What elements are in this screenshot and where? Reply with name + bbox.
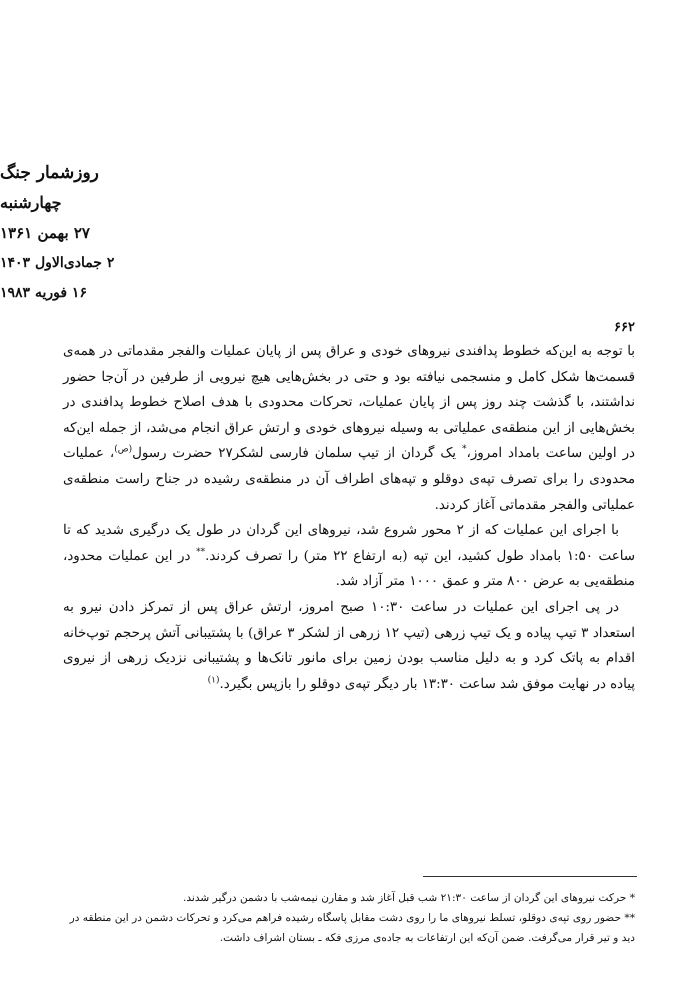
paragraph-1-part-c: ، عملیات محدودی را برای تصرف تپه‌ی دوقلو و تپه‌های اطراف آن در منطقه‌ی رشیده در جناح راست منطقه‌ی عملیاتی والفجر مقدماتی آغاز کردند. bbox=[63, 446, 635, 513]
honorific-mark: (ص) bbox=[114, 444, 133, 455]
page-number: ۶۶۲ bbox=[614, 320, 635, 335]
footnotes bbox=[63, 888, 635, 948]
paragraph-2 bbox=[63, 518, 635, 595]
paragraph-3 bbox=[63, 595, 635, 697]
main-text bbox=[63, 317, 635, 697]
date-solar: ۲۷ بهمن ۱۳۶۱ bbox=[0, 224, 90, 242]
paragraph-2-part-a: با اجرای این عملیات که از ۲ محور شروع شد، نیروهای این گردان در طول یک درگیری شدید که تا ساعت ۱:۵۰ بامداد طول کشید، این تپه (به ارتفاع ۲۲ متر) را تصرف کردند. bbox=[63, 523, 635, 564]
footnote-marker-1: * bbox=[462, 444, 467, 455]
footnote-1: * حرکت نیروهای این گردان از ساعت ۲۱:۳۰ شب قبل آغاز شد و مقارن نیمه‌شب با دشمن درگیر شدند. bbox=[183, 892, 635, 904]
paragraph-3-text: در پی اجرای این عملیات در ساعت ۱۰:۳۰ صبح امروز، ارتش عراق پس از تمرکز دادن نیرو به استعداد ۳ تیپ پیاده و یک تیپ زرهی (تیپ ۱۲ زرهی از لشکر ۳ عراق) با پشتیبانی آتش پرحجم توپ‌خانه اقدام به پاتک کرد و به دلیل مناسب بودن زمین برای مانور تانک‌ها و پشتیبانی نزدیک زرهی از نیروی پیاده در نهایت موفق شد ساعت ۱۳:۳۰ بار دیگر تپه‌ی دوقلو را بازپس بگیرد. bbox=[63, 599, 635, 692]
footnote-marker-2: ** bbox=[196, 547, 206, 558]
paragraph-2-part-b: در این عملیات محدود، منطقه‌یی به عرض ۸۰۰ متر و عمق ۱۰۰۰ متر آزاد شد. bbox=[63, 548, 635, 590]
footnote-2: ** حضور روی تپه‌ی دوقلو، تسلط نیروهای ما را روی دشت مقابل پاسگاه رشیده فراهم می‌کرد و تحرکات دشمن در این منطقه در دید و تیر قرار می‌گرفت. ضمن آن‌که این ارتفاعات به جاده‌ی مرزی فکه ـ بستان اشراف داشت. bbox=[69, 912, 635, 944]
paragraph-1-part-a: با توجه به این‌که خطوط پدافندی نیروهای خودی و عراق پس از پایان عملیات والفجر مقدماتی در همه‌ی قسمت‌ها شکل کامل و منسجمی نیافته بود و حتی در بخش‌هایی هیچ نیرویی از طرفین در آن‌جا حضور نداشتند، با گذشت چند روز پس از پایان عملیات، تحرکات محدودی با هدف اصلاح خطوط پدافندی در بخش‌هایی از این منطقه‌ی عملیاتی به وسیله نیروهای خودی و ارتش عراق انجام می‌شد، از جمله این‌که در اولین ساعت بامداد امروز، bbox=[63, 344, 635, 462]
paragraph-1 bbox=[63, 339, 635, 518]
paragraph-1-part-b: یک گردان از تیپ سلمان فارسی لشکر۲۷ حضرت رسول bbox=[132, 446, 463, 462]
footnote-divider bbox=[423, 876, 637, 877]
weekday: چهارشنبه bbox=[0, 193, 62, 212]
endnote-marker-1: (۱) bbox=[207, 675, 220, 686]
date-lunar: ۲ جمادی‌الاول ۱۴۰۳ bbox=[0, 255, 115, 271]
chronicle-heading bbox=[0, 158, 190, 308]
chronicle-title: روزشمار جنگ bbox=[0, 163, 99, 183]
date-gregorian: ۱۶ فوریه ۱۹۸۳ bbox=[0, 285, 87, 301]
